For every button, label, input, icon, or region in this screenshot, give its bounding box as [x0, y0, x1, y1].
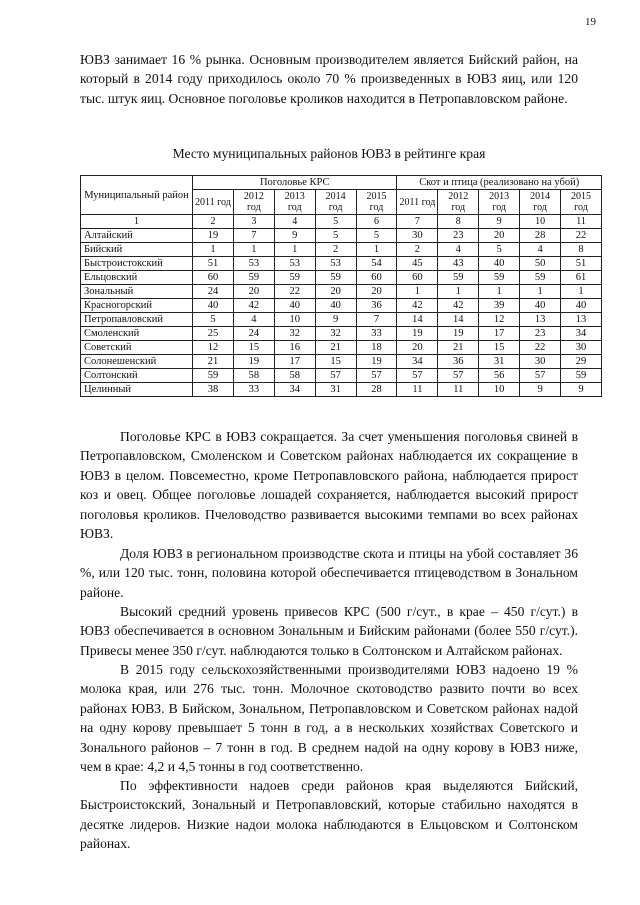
year-header: 2012 год [438, 190, 479, 215]
column-index: 6 [356, 215, 397, 229]
table-row [81, 313, 602, 327]
rank-cell: 53 [315, 257, 356, 271]
rank-cell: 19 [438, 327, 479, 341]
rank-cell: 1 [274, 243, 315, 257]
rank-cell: 53 [274, 257, 315, 271]
rank-cell: 21 [315, 341, 356, 355]
rank-cell: 1 [397, 285, 438, 299]
rank-cell: 59 [233, 271, 274, 285]
body-paragraph: Доля ЮВЗ в региональном производстве скота и птицы на убой составляет 36 %, или 120 тыс. тонн, половина которой обеспечивается птицеводством в Зональном районе. [80, 546, 578, 600]
rank-cell: 57 [438, 369, 479, 383]
rank-cell: 51 [193, 257, 234, 271]
rank-cell: 12 [479, 313, 520, 327]
rank-cell: 1 [561, 285, 602, 299]
rank-cell: 59 [315, 271, 356, 285]
rank-cell: 23 [520, 327, 561, 341]
rank-cell: 43 [438, 257, 479, 271]
table-group-header-row [81, 176, 602, 190]
district-name: Петропавловский [81, 313, 193, 327]
rank-cell: 14 [397, 313, 438, 327]
rank-cell: 40 [193, 299, 234, 313]
rank-cell: 40 [520, 299, 561, 313]
district-name: Алтайский [81, 229, 193, 243]
district-name: Солонешенский [81, 355, 193, 369]
rank-cell: 42 [233, 299, 274, 313]
rank-cell: 19 [233, 355, 274, 369]
body-paragraph: Поголовье КРС в ЮВЗ сокращается. За счет уменьшения поголовья свиней в Петропавловском, Смоленском и Советском районах наблюдается их сокращение в ЮВЗ в целом. Повсеместно, кроме Петропавловского района, наблюдается прирост коз и овец. Общее поголовье лошадей сохраняется, наблюдается высокий прирост поголовья кроликов. Пчеловодство развивается высокими темпами во всех районах ЮВЗ. [80, 429, 578, 542]
rank-cell: 9 [315, 313, 356, 327]
column-index: 3 [233, 215, 274, 229]
district-name: Красногорский [81, 299, 193, 313]
rank-cell: 39 [479, 299, 520, 313]
column-index: 7 [397, 215, 438, 229]
rank-cell: 19 [397, 327, 438, 341]
rank-cell: 34 [397, 355, 438, 369]
district-name: Солтонский [81, 369, 193, 383]
rank-cell: 20 [356, 285, 397, 299]
rank-cell: 31 [479, 355, 520, 369]
rank-cell: 22 [274, 285, 315, 299]
body-paragraph: В 2015 году сельскохозяйственными производителями ЮВЗ надоено 19 % молока края, или 276 тыс. тонн. Молочное скотоводство развито почти во всех районах ЮВЗ. В Бийском, Зональном, Петропавловском и Советском районах надой на одну корову превышает 5 тонн в год, а в нескольких хозяйствах Советского и Зонального районов – 7 тонн в год. В среднем надой на одну корову в ЮВЗ ниже, чем в крае: 4,2 и 4,5 тонны в год соответственно. [80, 662, 578, 775]
column-index: 9 [479, 215, 520, 229]
rank-cell: 57 [315, 369, 356, 383]
column-index: 5 [315, 215, 356, 229]
rank-cell: 61 [561, 271, 602, 285]
rank-cell: 20 [233, 285, 274, 299]
rank-cell: 22 [561, 229, 602, 243]
rank-cell: 40 [479, 257, 520, 271]
district-header: Муниципальный район [81, 176, 193, 215]
rank-cell: 36 [356, 299, 397, 313]
rank-cell: 2 [315, 243, 356, 257]
rank-cell: 19 [356, 355, 397, 369]
rank-cell: 1 [356, 243, 397, 257]
rank-cell: 36 [438, 355, 479, 369]
district-name: Бийский [81, 243, 193, 257]
rank-cell: 24 [233, 327, 274, 341]
rank-cell: 5 [356, 229, 397, 243]
table-row [81, 369, 602, 383]
rank-cell: 1 [479, 285, 520, 299]
rank-cell: 59 [479, 271, 520, 285]
rank-cell: 4 [520, 243, 561, 257]
year-header: 2014 год [315, 190, 356, 215]
rank-cell: 57 [397, 369, 438, 383]
rank-cell: 9 [274, 229, 315, 243]
column-index: 8 [438, 215, 479, 229]
district-name: Целинный [81, 383, 193, 397]
year-header: 2012 год [233, 190, 274, 215]
table-row [81, 229, 602, 243]
district-name: Ельцовский [81, 271, 193, 285]
rank-cell: 4 [233, 313, 274, 327]
year-header: 2014 год [520, 190, 561, 215]
district-name: Смоленский [81, 327, 193, 341]
rank-cell: 23 [438, 229, 479, 243]
page-number: 19 [585, 16, 596, 28]
table-row [81, 257, 602, 271]
year-header: 2013 год [274, 190, 315, 215]
rank-cell: 30 [520, 355, 561, 369]
rank-cell: 32 [274, 327, 315, 341]
rank-cell: 24 [193, 285, 234, 299]
rank-cell: 22 [520, 341, 561, 355]
rank-cell: 7 [356, 313, 397, 327]
rank-cell: 28 [356, 383, 397, 397]
rank-cell: 5 [479, 243, 520, 257]
rank-cell: 11 [438, 383, 479, 397]
rank-cell: 20 [397, 341, 438, 355]
column-index: 2 [193, 215, 234, 229]
rank-cell: 59 [520, 271, 561, 285]
column-index-row [81, 215, 602, 229]
rank-cell: 60 [193, 271, 234, 285]
rank-cell: 8 [561, 243, 602, 257]
rank-cell: 40 [274, 299, 315, 313]
rank-cell: 34 [561, 327, 602, 341]
rank-cell: 57 [520, 369, 561, 383]
intro-paragraph: ЮВЗ занимает 16 % рынка. Основным производителем является Бийский район, на который в 2014 году приходилось около 70 % произведенных в ЮВЗ яиц, или 120 тыс. штук яиц. Основное поголовье кроликов находится в Петропавловском районе. [80, 52, 578, 106]
year-header: 2011 год [193, 190, 234, 215]
year-header: 2013 год [479, 190, 520, 215]
rank-cell: 20 [315, 285, 356, 299]
rank-cell: 1 [438, 285, 479, 299]
table-row [81, 327, 602, 341]
rank-cell: 57 [356, 369, 397, 383]
rank-cell: 59 [274, 271, 315, 285]
rank-cell: 30 [397, 229, 438, 243]
rank-cell: 20 [479, 229, 520, 243]
rank-cell: 56 [479, 369, 520, 383]
rank-cell: 59 [561, 369, 602, 383]
body-paragraph: По эффективности надоев среди районов края выделяются Бийский, Быстроистокский, Зональный и Петропавловский, которые стабильно находятся в десятке лидеров. Низкие надои молока наблюдаются в Ельцовском и Солтонском районах. [80, 778, 578, 852]
table-body [81, 229, 602, 397]
rank-cell: 40 [561, 299, 602, 313]
rank-cell: 9 [520, 383, 561, 397]
district-name: Советский [81, 341, 193, 355]
rank-cell: 13 [520, 313, 561, 327]
rank-cell: 60 [397, 271, 438, 285]
column-index: 10 [520, 215, 561, 229]
table-row [81, 271, 602, 285]
rank-cell: 19 [193, 229, 234, 243]
rank-cell: 59 [438, 271, 479, 285]
rank-cell: 45 [397, 257, 438, 271]
rank-cell: 10 [274, 313, 315, 327]
rank-cell: 32 [315, 327, 356, 341]
rank-cell: 34 [274, 383, 315, 397]
group-header-livestock: Скот и птица (реализовано на убой) [397, 176, 602, 190]
rank-cell: 7 [233, 229, 274, 243]
district-name: Быстроистокский [81, 257, 193, 271]
column-index: 11 [561, 215, 602, 229]
table-row [81, 341, 602, 355]
rank-cell: 21 [438, 341, 479, 355]
rank-cell: 42 [397, 299, 438, 313]
rank-cell: 33 [233, 383, 274, 397]
rank-cell: 31 [315, 383, 356, 397]
rank-cell: 21 [193, 355, 234, 369]
rank-cell: 28 [520, 229, 561, 243]
rank-cell: 9 [561, 383, 602, 397]
rank-cell: 1 [233, 243, 274, 257]
rank-cell: 40 [315, 299, 356, 313]
rank-cell: 53 [233, 257, 274, 271]
rank-cell: 38 [193, 383, 234, 397]
year-header: 2015 год [356, 190, 397, 215]
table-row [81, 355, 602, 369]
table-row [81, 383, 602, 397]
rank-cell: 13 [561, 313, 602, 327]
district-name: Зональный [81, 285, 193, 299]
rank-cell: 58 [274, 369, 315, 383]
rank-cell: 1 [193, 243, 234, 257]
rank-cell: 59 [193, 369, 234, 383]
rank-cell: 17 [274, 355, 315, 369]
rating-table [80, 175, 602, 397]
rank-cell: 12 [193, 341, 234, 355]
rank-cell: 58 [233, 369, 274, 383]
rank-cell: 18 [356, 341, 397, 355]
rank-cell: 17 [479, 327, 520, 341]
rank-cell: 50 [520, 257, 561, 271]
rank-cell: 5 [193, 313, 234, 327]
year-header: 2015 год [561, 190, 602, 215]
column-index: 1 [81, 215, 193, 229]
rank-cell: 5 [315, 229, 356, 243]
rank-cell: 11 [397, 383, 438, 397]
rank-cell: 30 [561, 341, 602, 355]
rank-cell: 15 [315, 355, 356, 369]
column-index: 4 [274, 215, 315, 229]
group-header-krs: Поголовье КРС [193, 176, 397, 190]
body-paragraph: Высокий средний уровень привесов КРС (500 г/сут., в крае – 450 г/сут.) в ЮВЗ обеспечивается в основном Зональным и Бийским районами (более 550 г/сут.). Привесы менее 350 г/сут. наблюдаются только в Солтонском и Алтайском районах. [80, 604, 578, 658]
table-row [81, 243, 602, 257]
rank-cell: 29 [561, 355, 602, 369]
table-row [81, 299, 602, 313]
table-title: Место муниципальных районов ЮВЗ в рейтинге края [172, 146, 486, 161]
year-header: 2011 год [397, 190, 438, 215]
rank-cell: 10 [479, 383, 520, 397]
rank-cell: 42 [438, 299, 479, 313]
rank-cell: 1 [520, 285, 561, 299]
rank-cell: 15 [233, 341, 274, 355]
rank-cell: 2 [397, 243, 438, 257]
rank-cell: 16 [274, 341, 315, 355]
rank-cell: 54 [356, 257, 397, 271]
rank-cell: 4 [438, 243, 479, 257]
rank-cell: 25 [193, 327, 234, 341]
rank-cell: 51 [561, 257, 602, 271]
table-row [81, 285, 602, 299]
rank-cell: 14 [438, 313, 479, 327]
rank-cell: 33 [356, 327, 397, 341]
rank-cell: 15 [479, 341, 520, 355]
rank-cell: 60 [356, 271, 397, 285]
